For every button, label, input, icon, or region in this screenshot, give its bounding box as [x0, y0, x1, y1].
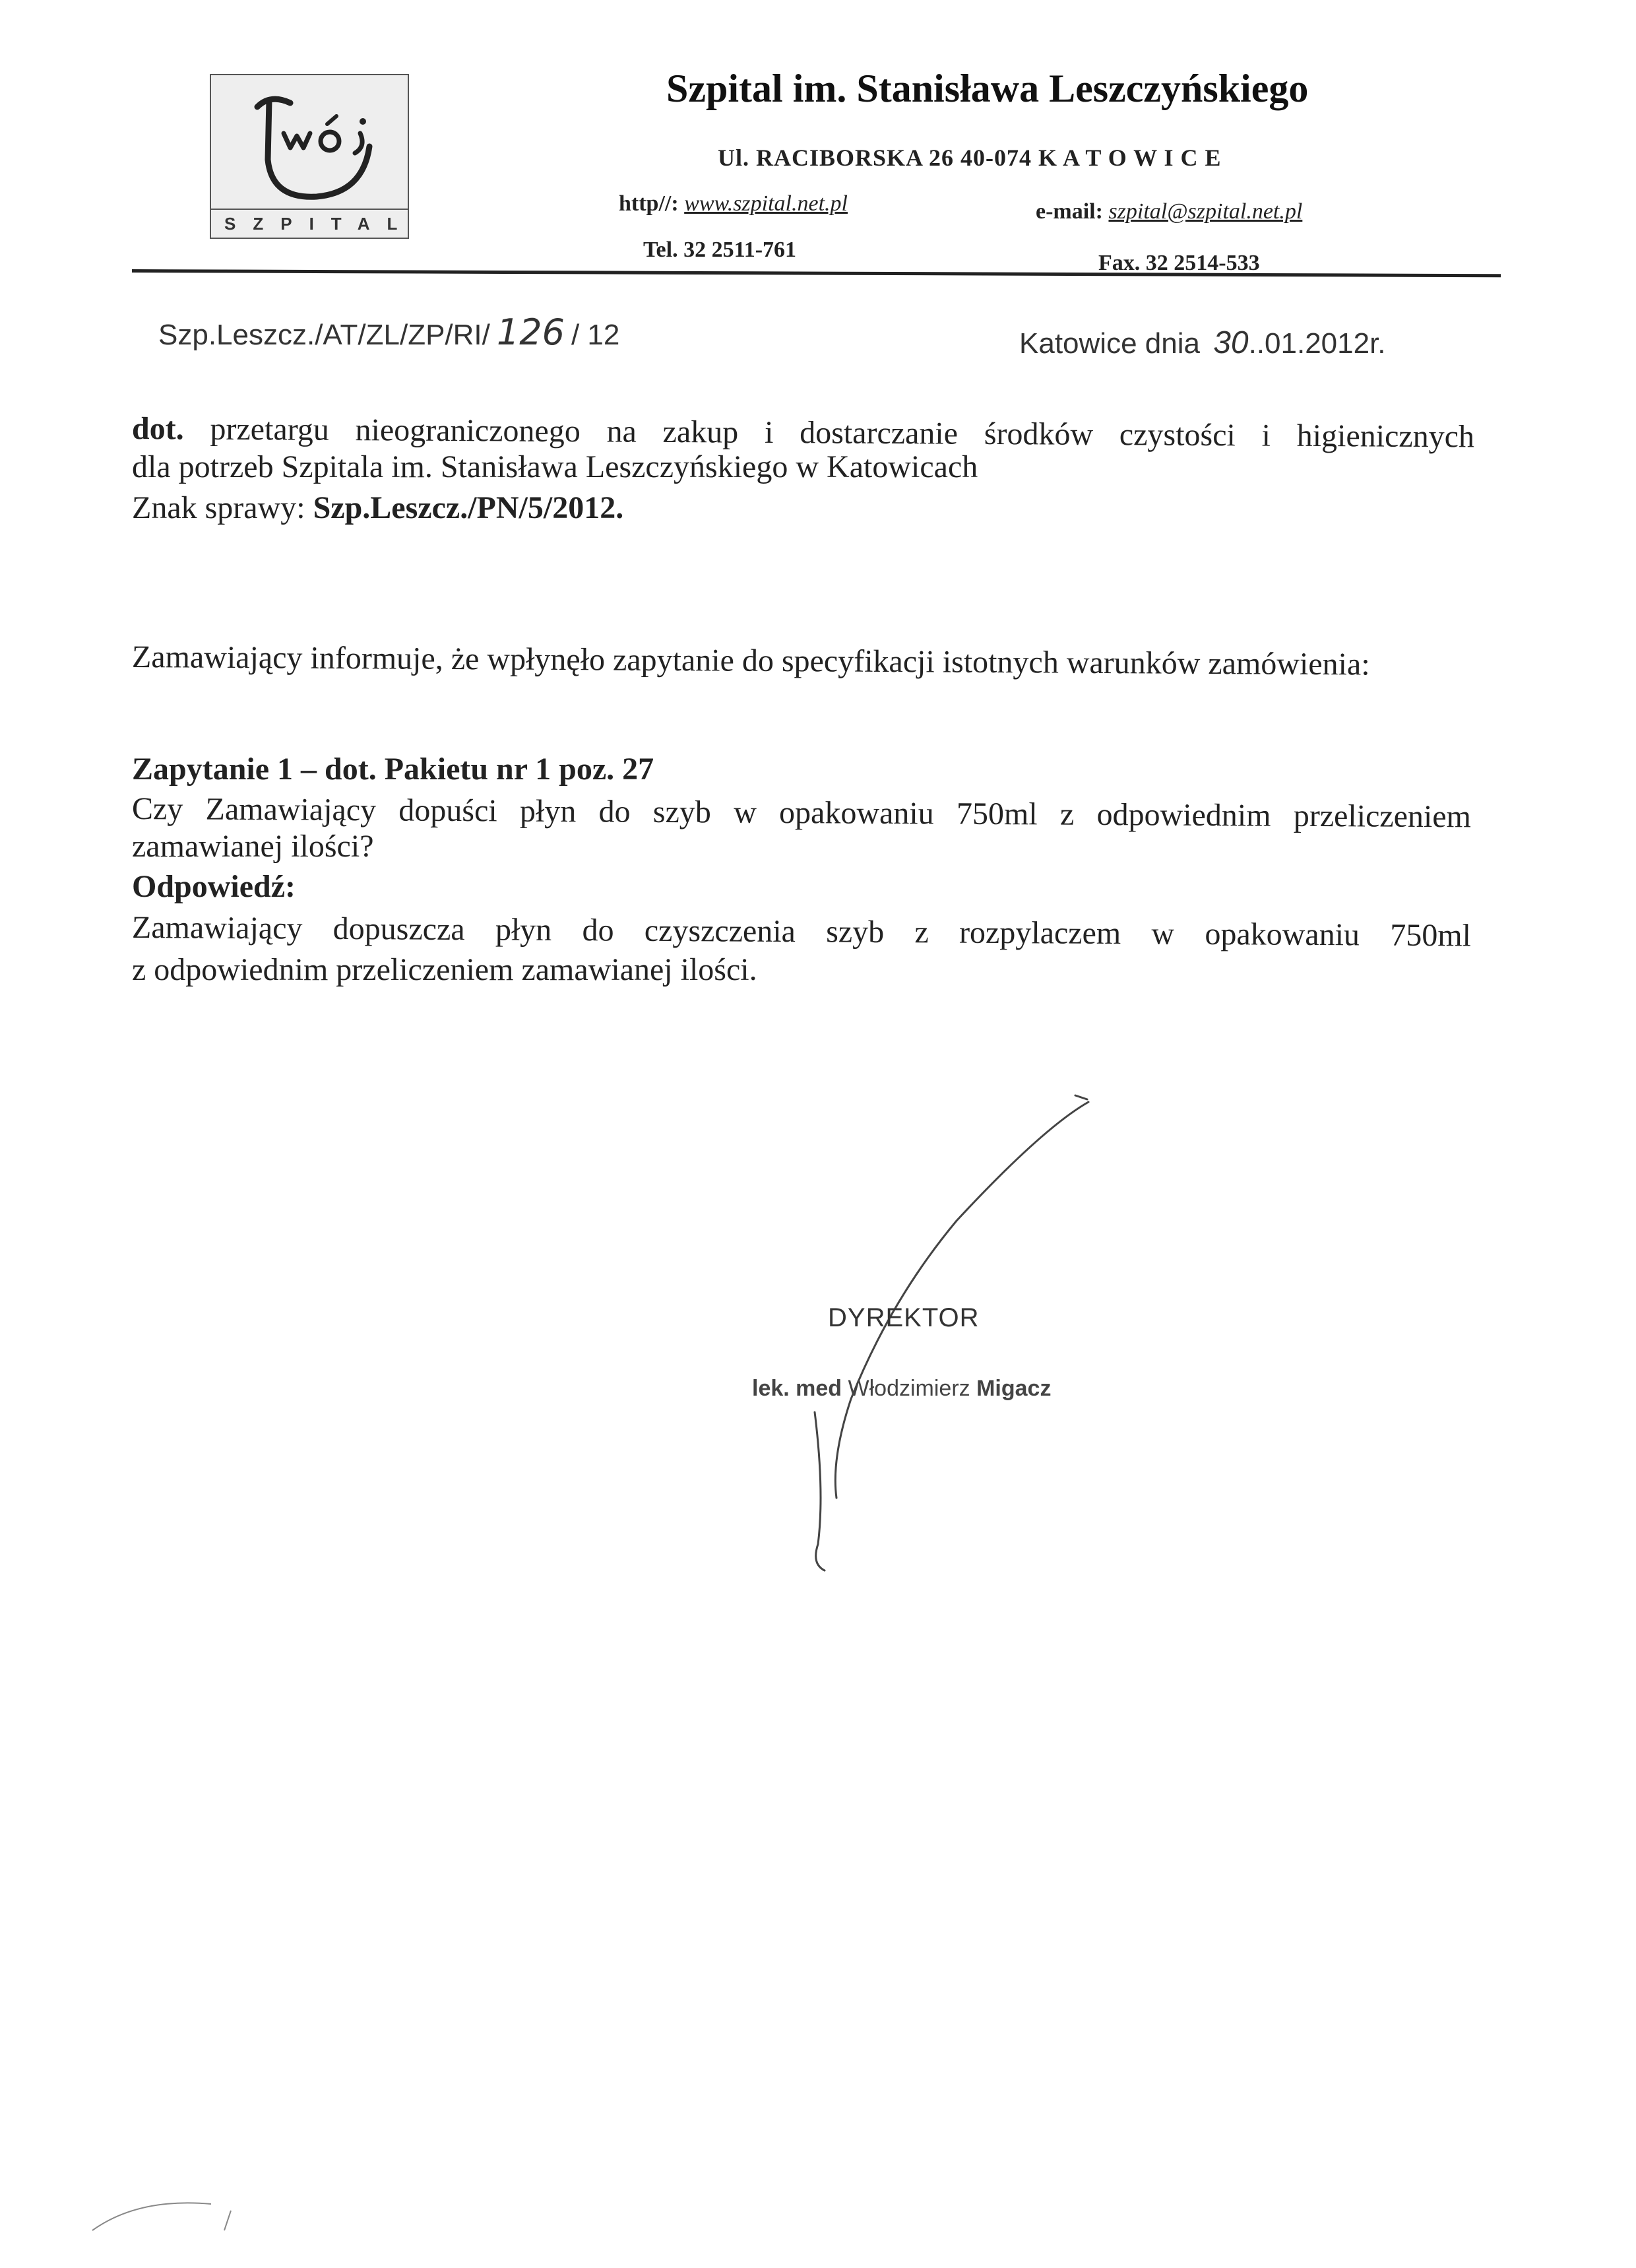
signatory-title: DYREKTOR	[828, 1303, 980, 1332]
email-line	[1036, 199, 1302, 224]
fax-number: Fax. 32 2514-533	[1098, 251, 1260, 275]
subject-line-2: dla potrzeb Szpitala im. Stanisława Leszczyńskiego w Katowicach	[132, 449, 978, 484]
email-link[interactable]: szpital@szpital.net.pl	[1108, 199, 1303, 224]
answer-heading: Odpowiedź:	[132, 869, 296, 904]
intro-text: Zamawiający informuje, że wpłynęło zapytanie do specyfikacji istotnych warunków zamówienia:	[131, 639, 1370, 682]
answer-line-2: z odpowiednim przeliczeniem zamawianej ilości.	[132, 952, 757, 987]
reference-handwritten-number: 126	[496, 311, 565, 353]
question-line-1: Czy Zamawiający dopuści płyn do szyb w opakowaniu 750ml z odpowiednim przeliczeniem	[131, 791, 1472, 835]
email-label: e-mail:	[1036, 199, 1109, 224]
hospital-name: Szpital im. Stanisława Leszczyńskiego	[666, 67, 1309, 110]
reference-prefix: Szp.Leszcz./AT/ZL/ZP/RI/	[158, 319, 490, 351]
website-link[interactable]: www.szpital.net.pl	[684, 191, 848, 216]
answer-line-1: Zamawiający dopuszcza płyn do czyszczenia szyb z rozpylaczem w opakowaniu 750ml	[131, 910, 1472, 954]
phone-number: Tel. 32 2511-761	[643, 238, 797, 262]
reference-suffix: / 12	[571, 319, 620, 351]
signatory-prefix: lek. med	[752, 1376, 842, 1401]
case-number-line	[132, 490, 623, 526]
question-line-2: zamawianej ilości?	[132, 829, 374, 864]
question-heading: Zapytanie 1 – dot. Pakietu nr 1 poz. 27	[132, 752, 654, 787]
date-handwritten-day: 30	[1213, 325, 1249, 360]
signatory-last-name: Migacz	[976, 1376, 1052, 1401]
case-number: Szp.Leszcz./PN/5/2012.	[313, 490, 624, 525]
reference-number	[158, 311, 619, 353]
website-label: http//:	[619, 191, 685, 216]
subject-text-1: przetargu nieograniczonego na zakup i dostarczanie środków czystości i higienicznych	[210, 411, 1475, 455]
header-divider	[132, 269, 1501, 277]
case-number-label: Znak sprawy:	[132, 490, 313, 525]
handwritten-signature	[759, 1089, 1102, 1577]
date-prefix: Katowice dnia	[1019, 327, 1200, 360]
signatory-first-name: Włodzimierz	[848, 1376, 970, 1401]
signatory-name	[752, 1376, 1051, 1402]
subject-label: dot.	[131, 411, 184, 447]
website-line	[619, 191, 848, 216]
hospital-address: Ul. RACIBORSKA 26 40-074 K A T O W I C E	[718, 145, 1222, 171]
hospital-logo	[210, 74, 415, 239]
logo-emblem	[231, 81, 389, 206]
logo-caption: SZPITAL	[211, 209, 408, 238]
stray-pen-mark	[86, 2178, 257, 2237]
letter-date: Katowice dnia 30..01.2012r.	[1019, 325, 1386, 360]
date-suffix: 01.2012r.	[1265, 327, 1386, 360]
